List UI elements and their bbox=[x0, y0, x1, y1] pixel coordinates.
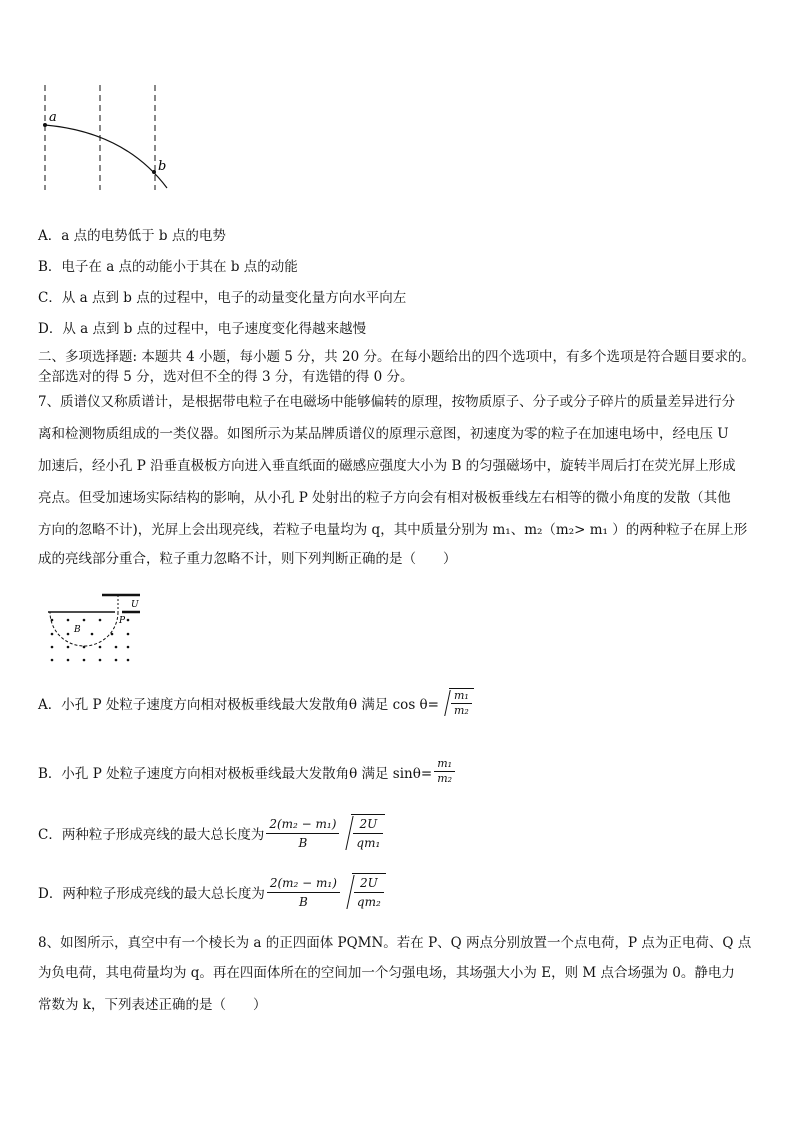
field-label: B bbox=[74, 625, 81, 635]
q7-option-a[interactable]: A．小孔 P 处粒子速度方向相对极板垂线最大发散角θ 满足 cos θ= $\frac{\text{m₁}}{\text{m₂}}$ bbox=[38, 688, 474, 718]
voltage-label: U bbox=[131, 600, 139, 610]
q6-option-c[interactable]: C．从 a 点到 b 点的过程中，电子的动量变化量方向水平向左 bbox=[38, 290, 407, 306]
q7-stem-line3: 加速后，经小孔 P 沿垂直极板方向进入垂直纸面的磁感应强度大小为 B 的匀强磁场中，旋转半周后打在荧光屏上形成 bbox=[38, 458, 736, 474]
sqrt-expression: $\frac{2U}{\text{qm₁}}$ bbox=[341, 814, 385, 852]
point-a-label: a bbox=[49, 110, 57, 125]
particle-path bbox=[50, 612, 118, 646]
q7-option-d[interactable]: D．两种粒子形成亮线的最大总长度为 $\frac{\text{2(m₂ − m₁)}}{B}$ $\frac{2U}{\text{qm₂}}$ bbox=[38, 873, 386, 911]
q7-option-b[interactable]: B．小孔 P 处粒子速度方向相对极板垂线最大发散角θ 满足 sinθ= $\frac{\text{m₁}}{\text{m₂}}$ bbox=[38, 757, 457, 786]
q7-stem-line1: 7、质谱仪又称质谱计，是根据带电粒子在电磁场中能够偏转的原理，按物质原子、分子或分子碎片的质量差异进行分 bbox=[38, 394, 736, 410]
q6-option-d[interactable]: D．从 a 点到 b 点的过程中，电子速度变化得越来越慢 bbox=[38, 321, 367, 337]
point-b-label: b bbox=[158, 159, 167, 174]
electron-trajectory bbox=[45, 125, 167, 188]
q7-stem-line5: 方向的忽略不计)，光屏上会出现亮线，若粒子电量均为 q，其中质量分别为 m₁、m₂（m₂> m₁ ）的两种粒子在屏上形 bbox=[38, 522, 748, 538]
point-b bbox=[152, 170, 156, 174]
q7-option-c[interactable]: C．两种粒子形成亮线的最大总长度为 $\frac{\text{2(m₂ − m₁)}}{B}$ $\frac{2U}{\text{qm₁}}$ bbox=[38, 814, 385, 852]
q8-stem-line2: 为负电荷，其电荷量均为 q。再在四面体所在的空间加一个匀强电场，其场强大小为 E，则 M 点合场强为 0。静电力 bbox=[38, 965, 735, 981]
mass-difference-fraction: $\frac{\text{2(m₂ − m₁)}}{B}$ bbox=[266, 815, 339, 852]
sqrt-expression bbox=[439, 688, 474, 718]
q6-option-b[interactable]: B．电子在 a 点的动能小于其在 b 点的动能 bbox=[38, 259, 298, 275]
hole-label: P bbox=[119, 616, 126, 626]
mass-spectrometer-figure bbox=[40, 590, 150, 665]
q7-stem-line4: 亮点。但受加速场实际结构的影响，从小孔 P 处射出的粒子方向会有相对极板垂线左右相等的微小角度的发散（其他 bbox=[38, 490, 731, 506]
q7-stem-line6: 成的亮线部分重合，粒子重力忽略不计，则下列判断正确的是（ ） bbox=[38, 551, 457, 567]
point-a bbox=[43, 123, 47, 127]
q6-option-a[interactable]: A．a 点的电势低于 b 点的电势 bbox=[38, 228, 226, 244]
mass-ratio-fraction: $\frac{\text{m₁}}{\text{m₂}}$ bbox=[434, 757, 455, 786]
q8-stem-line1: 8、如图所示，真空中有一个棱长为 a 的正四面体 PQMN。若在 P、Q 两点分别放置一个点电荷，P 点为正电荷、Q 点 bbox=[38, 935, 752, 951]
mass-difference-fraction: $\frac{\text{2(m₂ − m₁)}}{B}$ bbox=[267, 874, 340, 911]
q8-stem-line3: 常数为 k，下列表述正确的是（ ） bbox=[38, 997, 267, 1013]
q7-stem-line2: 离和检测物质组成的一类仪器。如图所示为某品牌质谱仪的原理示意图，初速度为零的粒子在加速电场中，经电压 U bbox=[38, 426, 729, 442]
section2-header-line2: 全部选对的得 5 分，选对但不全的得 3 分，有选错的得 0 分。 bbox=[38, 369, 414, 385]
magnetic-field-dots bbox=[51, 619, 130, 662]
section2-header-line1: 二、多项选择题: 本题共 4 小题，每小题 5 分，共 20 分。在每小题给出的四个选项中，有多个选项是符合题目要求的。 bbox=[38, 349, 755, 365]
sqrt-expression: $\frac{2U}{\text{qm₂}}$ bbox=[342, 873, 386, 911]
trajectory-figure bbox=[30, 80, 180, 195]
mass-ratio-fraction: $\frac{\text{m₁}}{\text{m₂}}$ bbox=[451, 689, 472, 718]
